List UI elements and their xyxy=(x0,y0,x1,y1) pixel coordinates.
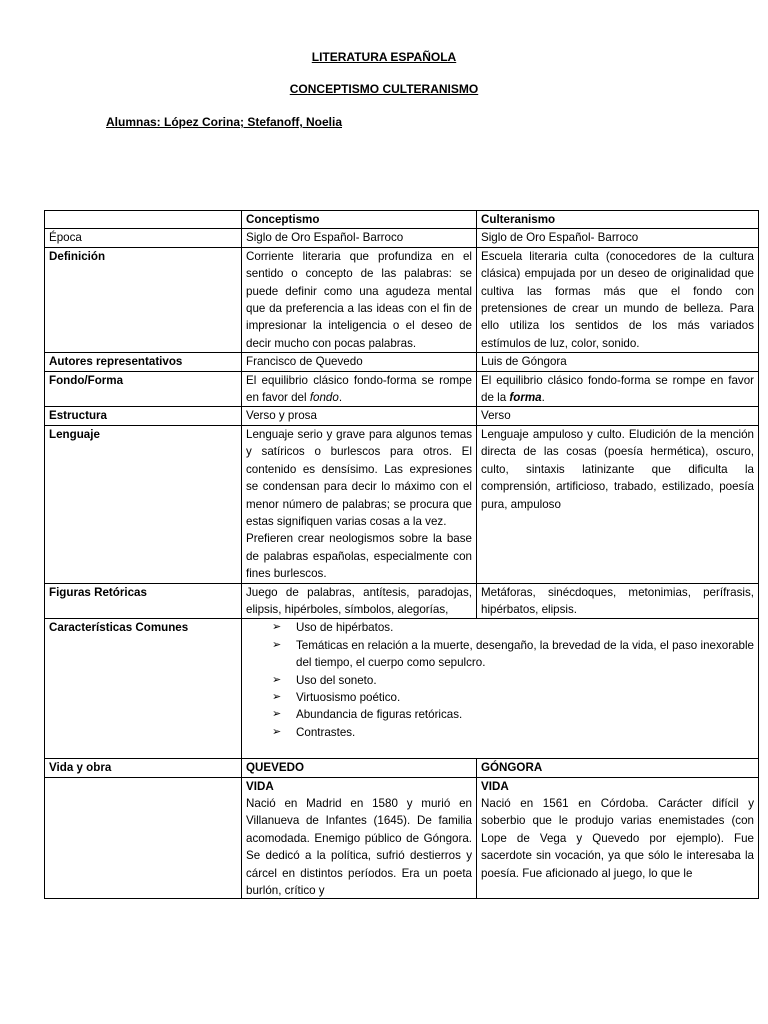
cell-autores-conceptismo: Francisco de Quevedo xyxy=(242,353,477,371)
table-row-comunes xyxy=(45,619,759,759)
row-label-figuras: Figuras Retóricas xyxy=(45,583,242,619)
document-subtitle: CONCEPTISMO CULTERANISMO xyxy=(289,82,479,96)
fondo-culteranismo-emphasis: forma xyxy=(509,391,542,405)
cell-figuras-culteranismo: Metáforas, sinécdoques, metonimias, perífrasis, hipérbatos, elipsis. xyxy=(477,583,759,619)
empty-cell xyxy=(45,777,242,898)
arrow-bullet-icon: ➢ xyxy=(272,708,282,721)
fondo-conceptismo-text: El equilibrio clásico fondo-forma se rompe en favor del xyxy=(246,373,472,405)
quevedo-vida-subheading: VIDA xyxy=(246,779,274,793)
cell-autores-culteranismo: Luis de Góngora xyxy=(477,353,759,371)
row-label-definicion: Definición xyxy=(45,247,242,352)
cell-lenguaje-conceptismo xyxy=(242,425,477,583)
list-item-text: Virtuosismo poético. xyxy=(296,690,401,704)
table-row-lenguaje xyxy=(45,425,759,583)
fondo-culteranismo-text: El equilibrio clásico fondo-forma se rompe en favor de la xyxy=(481,373,754,405)
header-conceptismo: Conceptismo xyxy=(242,211,477,229)
cell-comunes xyxy=(242,619,759,759)
table-row-definicion xyxy=(45,247,759,352)
arrow-bullet-icon: ➢ xyxy=(272,673,282,686)
cell-figuras-conceptismo: Juego de palabras, antítesis, paradojas, elipsis, hipérboles, símbolos, alegorías, xyxy=(242,583,477,619)
list-item-text: Temáticas en relación a la muerte, desengaño, la brevedad de la vida, el paso inexorable del tiempo, el cuerpo como sepulcro. xyxy=(296,638,754,670)
table-row-vida-body xyxy=(45,777,759,898)
quevedo-vida-text: Nació en Madrid en 1580 y murió en Villanueva de Infantes (1645). De familia acomodada. Enemigo público de Góngora. Se dedicó a la política, sufrió destierros y cárcel en distintos períodos. Era un poeta burlón, crítico y xyxy=(246,797,472,898)
table-row-epoca xyxy=(45,229,759,247)
row-label-vida: Vida y obra xyxy=(45,759,242,777)
list-item xyxy=(272,637,754,672)
cell-gongora-vida xyxy=(477,777,759,898)
table-row-vida-header xyxy=(45,759,759,777)
cell-definicion-culteranismo: Escuela literaria culta (conocedores de la cultura clásica) empujada por un deseo de originalidad que cultiva las formas más que el fondo con pretensiones de crear un mundo de belleza. Para ello utiliza los sentidos de los más variados estímulos de luz, color, sonido. xyxy=(477,247,759,352)
row-label-epoca: Época xyxy=(45,229,242,247)
table-header-row xyxy=(45,211,759,229)
lenguaje-conceptismo-p1: Lenguaje serio y grave para algunos temas y satíricos o burlescos para otros. El contenido es densísimo. Las expresiones se condensan para decir lo máximo con el menor número de palabras; se procura que estas signifiquen varias cosas a la vez. xyxy=(246,427,472,528)
common-features-list xyxy=(246,619,754,741)
cell-epoca-culteranismo: Siglo de Oro Español- Barroco xyxy=(477,229,759,247)
fondo-conceptismo-end: . xyxy=(338,391,343,405)
cell-fondo-culteranismo xyxy=(477,371,759,407)
students-line: Alumnas: López Corina; Stefanoff, Noelia xyxy=(106,115,343,129)
list-item-text: Abundancia de figuras retóricas. xyxy=(296,708,463,722)
table-row-fondo-forma xyxy=(45,371,759,407)
table-row-autores xyxy=(45,353,759,371)
list-item xyxy=(272,619,754,636)
arrow-bullet-icon: ➢ xyxy=(272,621,282,634)
row-label-lenguaje: Lenguaje xyxy=(45,425,242,583)
row-label-fondo-forma: Fondo/Forma xyxy=(45,371,242,407)
list-item xyxy=(272,724,754,741)
cell-quevedo-header: QUEVEDO xyxy=(242,759,477,777)
document-title: LITERATURA ESPAÑOLA xyxy=(311,50,457,64)
header-empty-cell xyxy=(45,211,242,229)
quevedo-vida-clip xyxy=(246,778,472,898)
lenguaje-conceptismo-p2: Prefieren crear neologismos sobre la base de palabras españolas, especialmente con fines burlescos. xyxy=(246,532,472,581)
cell-quevedo-vida xyxy=(242,777,477,898)
list-item-text: Uso del soneto. xyxy=(296,673,377,687)
gongora-vida-subheading: VIDA xyxy=(481,779,509,793)
list-item-text: Contrastes. xyxy=(296,725,356,739)
table-row-figuras xyxy=(45,583,759,619)
cell-fondo-conceptismo xyxy=(242,371,477,407)
cell-gongora-header: GÓNGORA xyxy=(477,759,759,777)
list-item-text: Uso de hipérbatos. xyxy=(296,621,394,635)
arrow-bullet-icon: ➢ xyxy=(272,690,282,703)
fondo-conceptismo-emphasis: fondo xyxy=(309,391,339,405)
list-item xyxy=(272,689,754,706)
arrow-bullet-icon: ➢ xyxy=(272,725,282,738)
row-label-comunes: Características Comunes xyxy=(45,619,242,759)
gongora-vida-clip xyxy=(481,778,754,898)
row-label-estructura: Estructura xyxy=(45,407,242,425)
comparison-table xyxy=(44,210,759,899)
cell-estructura-culteranismo: Verso xyxy=(477,407,759,425)
header-culteranismo: Culteranismo xyxy=(477,211,759,229)
gongora-vida-text: Nació en 1561 en Córdoba. Carácter difícil y soberbio que le produjo varias enemistades (con Lope de Vega y Quevedo por ejemplo). Fue sacerdote sin vocación, ya que sólo le interesaba la poesía. Fue aficionado al juego, lo que le xyxy=(481,797,754,880)
cell-estructura-conceptismo: Verso y prosa xyxy=(242,407,477,425)
cell-epoca-conceptismo: Siglo de Oro Español- Barroco xyxy=(242,229,477,247)
fondo-culteranismo-end: . xyxy=(541,391,545,405)
comunes-spacer xyxy=(246,741,754,758)
table-row-estructura xyxy=(45,407,759,425)
row-label-autores: Autores representativos xyxy=(45,353,242,371)
cell-definicion-conceptismo: Corriente literaria que profundiza en el sentido o concepto de las palabras: se puede definir como una agudeza mental que da preferencia a las ideas con el fin de impresionar la inteligencia o el deseo de decir mucho con pocas palabras. xyxy=(242,247,477,352)
list-item xyxy=(272,706,754,723)
arrow-bullet-icon: ➢ xyxy=(272,638,282,651)
list-item xyxy=(272,672,754,689)
cell-lenguaje-culteranismo: Lenguaje ampuloso y culto. Eludición de la mención directa de las cosas (poesía hermética), oscuro, culto, sintaxis latinizante que dificulta la comprensión, artificioso, trabado, estilizado, poesía pura, ampuloso xyxy=(477,425,759,583)
